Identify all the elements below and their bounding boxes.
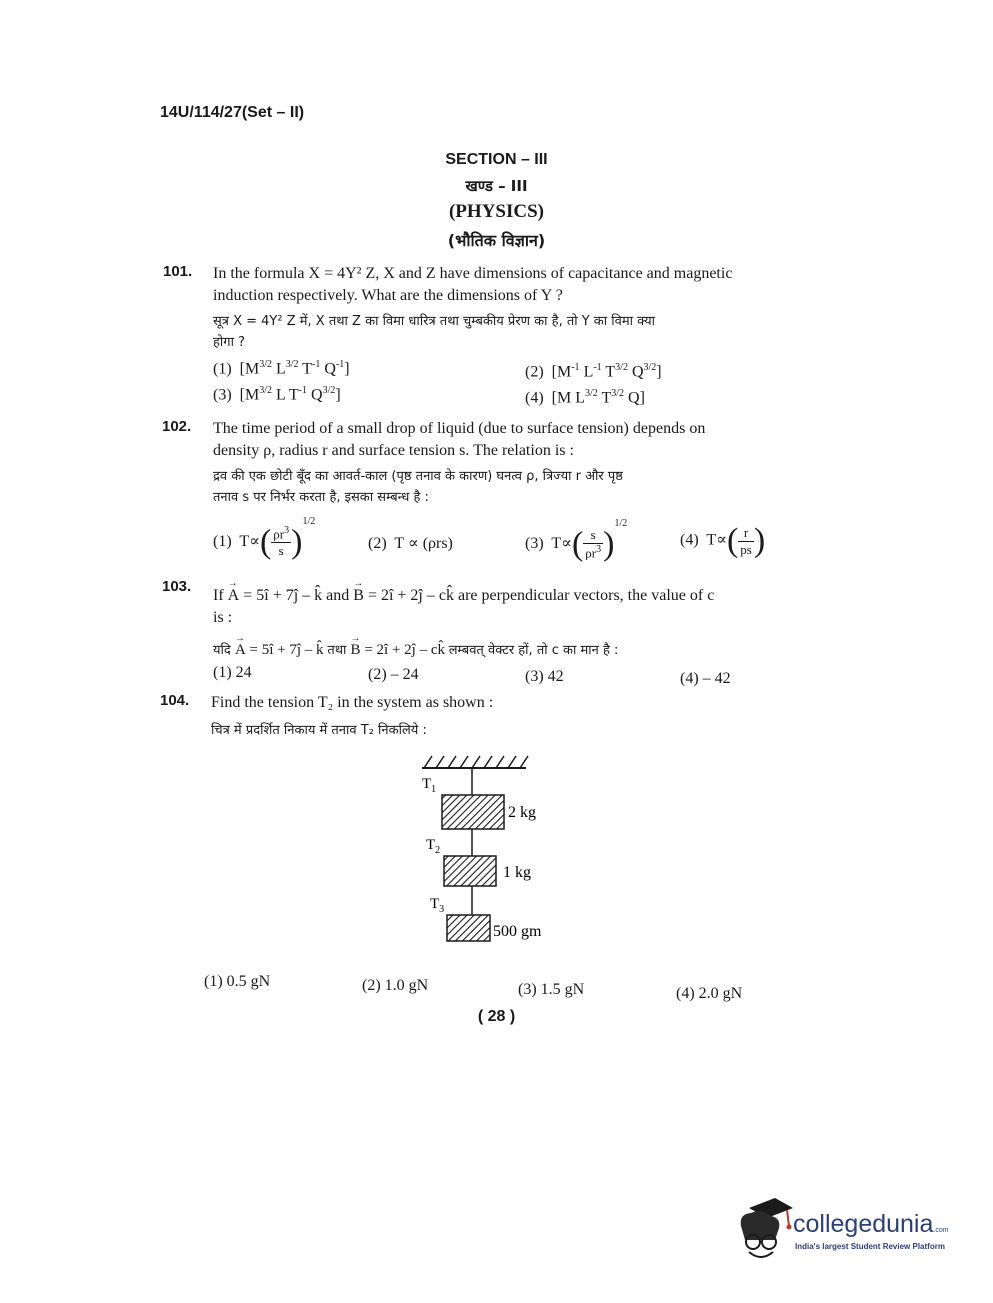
q102-hindi-line1: द्रव की एक छोटी बूँद का आवर्त-काल (पृष्ठ तनाव के कारण) घनत्व ρ, त्रिज्या r और पृष्ठ <box>213 469 623 484</box>
question-102-hindi <box>213 466 833 508</box>
paper-code: 14U/114/27(Set – II) <box>160 104 305 121</box>
question-number-103: 103. <box>162 578 192 595</box>
q104-option-4: (4) 2.0 gN <box>676 985 743 1002</box>
q101-hindi-line2: होगा ? <box>213 335 245 350</box>
label-t2: $T_2$ <box>426 837 441 856</box>
q102-option-4: (4) T∝( $\frac{r}{ps}$ ) <box>680 522 766 559</box>
label-mass-3: 500 gm <box>493 923 542 940</box>
q101-line1: In the formula X = 4Y² Z, X and Z have dimensions of capacitance and magnetic <box>213 265 733 282</box>
mass-block-2 <box>444 856 496 886</box>
q102-option-3: (3) T∝( $\frac{s}{\rho r^3}$ )$^{1/2}$ <box>525 518 628 563</box>
q103-option-4: (4) – 42 <box>680 670 731 687</box>
ceiling <box>422 756 528 768</box>
brand-name: collegedunia.com <box>793 1210 949 1238</box>
q104-option-1: (1) 0.5 gN <box>204 973 271 990</box>
q102-option-1: (1) T∝( $\frac{\rho r^3}{s}$ )$^{1/2}$ <box>213 516 316 561</box>
question-104-hindi: चित्र में प्रदर्शित निकाय में तनाव T₂ निकलिये : <box>211 723 427 738</box>
question-103-text: If → A = 5î + 7ĵ – k̂ and → B = 2î + 2ĵ – ck̂ are perpendicular vectors, the value of c <box>213 585 833 607</box>
mass-block-1 <box>442 795 504 829</box>
q101-line2: induction respectively. What are the dimensions of Y ? <box>213 287 563 304</box>
q102-option-2: (2) T ∝ (ρrs) <box>368 535 453 552</box>
q101-option-2: (2) [$M^{-1}$ $L^{-1}$ $T^{3/2}$ $Q^{3/2}$] <box>525 362 662 381</box>
q102-line2: density ρ, radius r and surface tension s. The relation is : <box>213 442 574 459</box>
subject-title-hindi: (भौतिक विज्ञान) <box>447 231 546 250</box>
question-103-hindi: यदि → A = 5î + 7ĵ – k̂ तथा → B = 2î + 2ĵ – ck̂ लम्बवत् वेक्टर हों, तो c का मान है : <box>213 640 833 661</box>
q102-hindi-line2: तनाव s पर निर्भर करता है, इसका सम्बन्ध है : <box>213 490 429 505</box>
question-number-102: 102. <box>162 418 192 435</box>
question-102-text <box>213 418 833 462</box>
q101-option-3: (3) [$M^{3/2}$ L $T^{-1}$ $Q^{3/2}$] <box>213 385 341 404</box>
question-number-101: 101. <box>163 263 193 280</box>
mass-block-3 <box>447 915 490 941</box>
q104-option-2: (2) 1.0 gN <box>362 977 429 994</box>
q103-option-1: (1) 24 <box>213 664 252 681</box>
q101-hindi-line1: सूत्र X = 4Y² Z में, X तथा Z का विमा धारित्र तथा चुम्बकीय प्रेरण का है, तो Y का विमा क्या <box>213 314 656 329</box>
label-mass-1: 2 kg <box>508 804 536 821</box>
collegedunia-logo <box>735 1196 975 1266</box>
page-number: ( 28 ) <box>477 1008 516 1025</box>
label-mass-2: 1 kg <box>503 864 531 881</box>
section-title: SECTION – III <box>445 151 548 168</box>
question-103-text-line2: is : <box>213 609 233 626</box>
label-t1: $T_1$ <box>422 776 437 795</box>
pulley-mass-diagram <box>400 748 580 948</box>
q101-option-1: (1) [$M^{3/2}$ $L^{3/2}$ $T^{-1}$ $Q^{-1}$] <box>213 359 350 378</box>
question-101-hindi <box>213 311 833 353</box>
question-104-text: Find the tension T₂ in the system as shown : <box>211 694 494 711</box>
q103-option-2: (2) – 24 <box>368 666 419 683</box>
subject-title: (PHYSICS) <box>448 201 544 222</box>
brand-tagline: India's largest Student Review Platform <box>795 1242 945 1251</box>
section-title-hindi: खण्ड – III <box>465 177 528 195</box>
q104-option-3: (3) 1.5 gN <box>518 981 585 998</box>
mascot-icon <box>735 1196 793 1262</box>
label-t3: $T_3$ <box>430 896 445 915</box>
q102-line1: The time period of a small drop of liquid (due to surface tension) depends on <box>213 420 706 437</box>
q101-option-4: (4) [M $L^{3/2}$ $T^{3/2}$ Q] <box>525 388 645 407</box>
question-101-text <box>213 263 833 307</box>
q103-option-3: (3) 42 <box>525 668 564 685</box>
question-number-104: 104. <box>160 692 190 709</box>
